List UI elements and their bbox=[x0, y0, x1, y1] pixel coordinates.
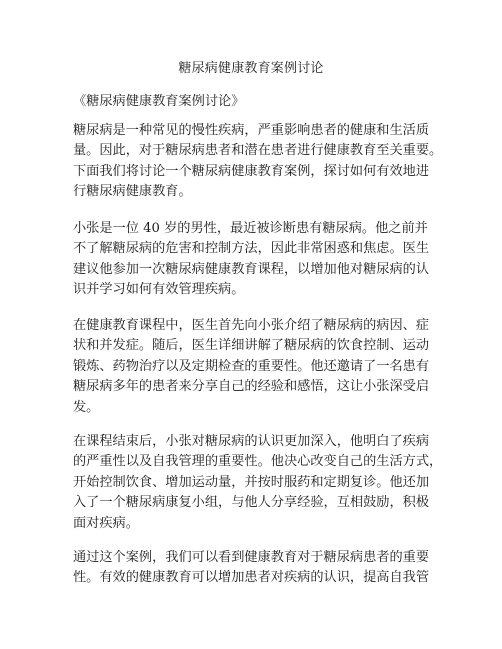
paragraph-line: 在健康教育课程中，医生首先向小张介绍了糖尿病的病因、症 bbox=[73, 318, 430, 333]
paragraph-line: 性。有效的健康教育可以增加患者对疾病的认识，提高自我管 bbox=[73, 570, 430, 586]
paragraph-line: 量。因此，对于糖尿病患者和潜在患者进行健康教育至关重要。 bbox=[73, 143, 443, 159]
paragraph-outcome bbox=[73, 432, 443, 534]
paragraph-line: 识并学习如何有效管理疾病。 bbox=[73, 282, 245, 298]
paragraph-case bbox=[73, 219, 433, 301]
paragraph-line: 的严重性以及自我管理的重要性。他决心改变自己的生活方式， bbox=[73, 454, 443, 470]
document-subtitle: 《糖尿病健康教育案例讨论》 bbox=[73, 94, 245, 109]
paragraph-line: 通过这个案例，我们可以看到健康教育对于糖尿病患者的重要 bbox=[73, 550, 430, 565]
paragraph-intro bbox=[73, 121, 443, 203]
paragraph-line: 建议他参加一次糖尿病健康教育课程，以增加他对糖尿病的认 bbox=[73, 261, 430, 277]
paragraph-line: 行糖尿病健康教育。 bbox=[73, 184, 192, 200]
paragraph-conclusion bbox=[73, 548, 433, 589]
paragraph-line: 面对疾病。 bbox=[73, 515, 139, 531]
paragraph-line: 锻炼、药物治疗以及定期检查的重要性。他还邀请了一名患有 bbox=[73, 358, 430, 374]
paragraph-line: 下面我们将讨论一个糖尿病健康教育案例，探讨如何有效地进 bbox=[73, 163, 430, 179]
paragraph-line: 糖尿病多年的患者来分享自己的经验和感悟，这让小张深受启 bbox=[73, 379, 430, 395]
paragraph-line: 开始控制饮食、增加运动量，并按时服药和定期复诊。他还加 bbox=[73, 474, 430, 490]
paragraph-line: 糖尿病是一种常见的慢性疾病，严重影响患者的健康和生活质 bbox=[73, 123, 430, 138]
paragraph-line: 状和并发症。随后，医生详细讲解了糖尿病的饮食控制、运动 bbox=[73, 338, 430, 354]
paragraph-course bbox=[73, 316, 433, 418]
paragraph-line: 在课程结束后，小张对糖尿病的认识更加深入，他明白了疾病 bbox=[73, 434, 430, 449]
document-title: 糖尿病健康教育案例讨论 bbox=[178, 61, 324, 76]
paragraph-line: 发。 bbox=[73, 399, 100, 415]
paragraph-line: 不了解糖尿病的危害和控制方法，因此非常困惑和焦虑。医生 bbox=[73, 241, 430, 257]
paragraph-line: 入了一个糖尿病康复小组，与他人分享经验，互相鼓励，积极 bbox=[73, 495, 430, 511]
paragraph-line: 小张是一位 40 岁的男性，最近被诊断患有糖尿病。他之前并 bbox=[73, 221, 428, 236]
